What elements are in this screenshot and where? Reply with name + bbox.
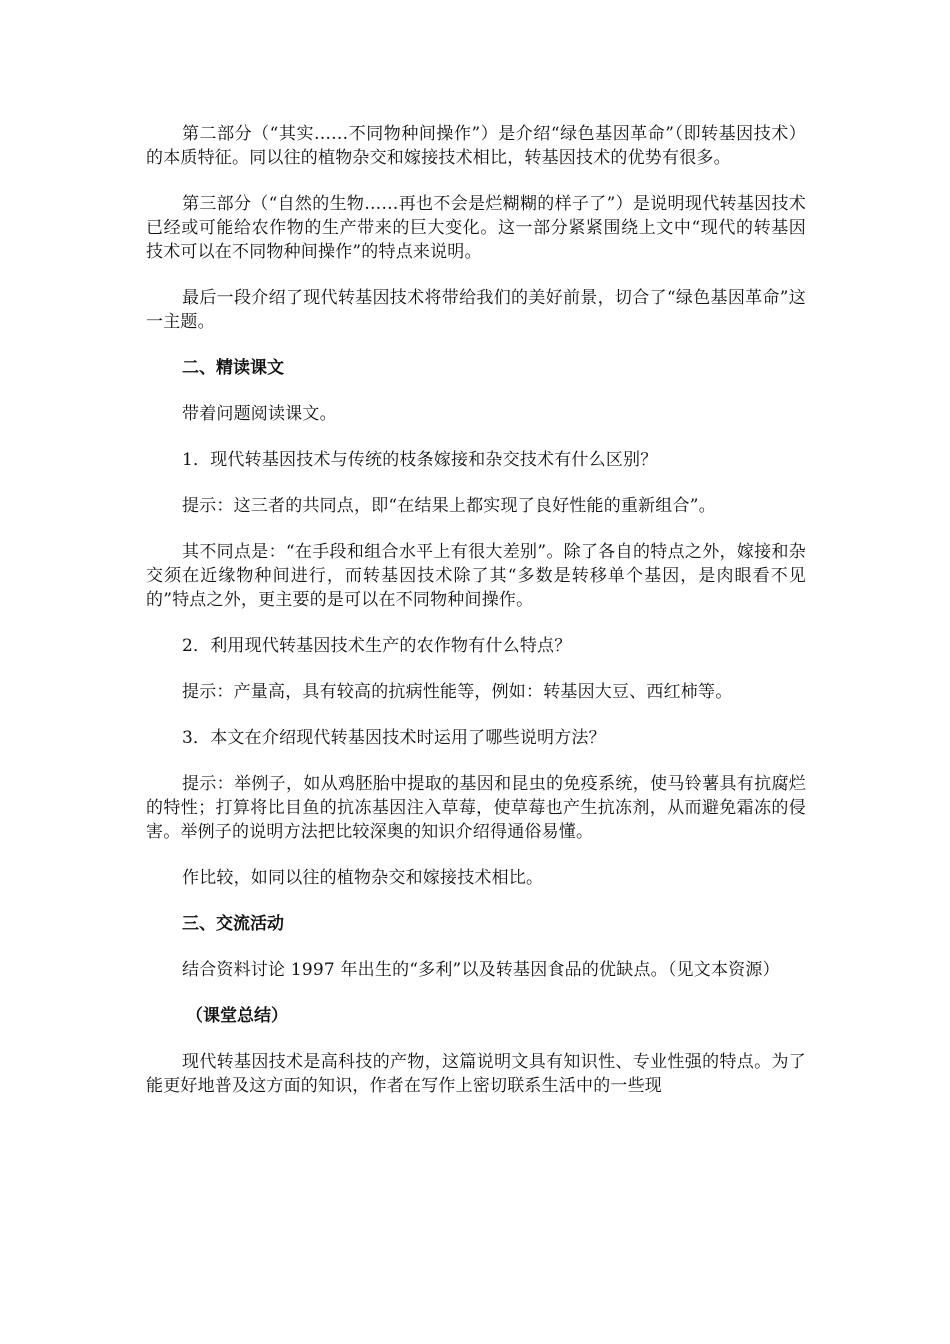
question-3: 3．本文在介绍现代转基因技术时运用了哪些说明方法？ [182,728,606,748]
paragraph-part-three: 第三部分（“自然的生物……再也不会是烂糊糊的样子了”）是说明现代转基因技术已经或可能给农作物的生产带来的巨大变化。这一部分紧紧围绕上文中“现代的转基因技术可以在不同物种间操作”的特点来说明。 [146,194,806,262]
answer-3-hint: 提示：举例子，如从鸡胚胎中提取的基因和昆虫的免疫系统，使马铃薯具有抗腐烂的特性；打算将比目鱼的抗冻基因注入草莓，使草莓也产生抗冻剂，从而避免霜冻的侵害。举例子的说明方法把比较深奥的知识介绍得通俗易懂。 [146,774,806,842]
document-page [146,122,806,1120]
paragraph-part-two: 第二部分（“其实……不同物种间操作”）是介绍“绿色基因革命”（即转基因技术）的本质特征。同以往的植物杂交和嫁接技术相比，转基因技术的优势有很多。 [146,124,806,168]
heading-discussion: 三、交流活动 [182,914,284,934]
paragraph-discussion: 结合资料讨论 1997 年出生的“多利”以及转基因食品的优缺点。（见文本资源） [182,960,780,980]
answer-1-hint: 提示：这三者的共同点，即“在结果上都实现了良好性能的重新组合”。 [182,496,716,516]
answer-2-hint: 提示：产量高，具有较高的抗病性能等，例如：转基因大豆、西红柿等。 [182,682,733,702]
heading-close-reading: 二、精读课文 [182,358,284,378]
paragraph-last-section: 最后一段介绍了现代转基因技术将带给我们的美好前景，切合了“绿色基因革命”这一主题。 [146,288,806,332]
paragraph-reading-instruction: 带着问题阅读课文。 [182,404,337,424]
paragraph-summary: 现代转基因技术是高科技的产物，这篇说明文具有知识性、专业性强的特点。为了能更好地普及这方面的知识，作者在写作上密切联系生活中的一些现 [146,1052,806,1096]
answer-1-difference: 其不同点是：“在手段和组合水平上有很大差别”。除了各自的特点之外，嫁接和杂交须在近缘物种间进行，而转基因技术除了其“多数是转移单个基因，是肉眼看不见的”特点之外，更主要的是可以在不同物种间操作。 [146,542,806,610]
question-2: 2．利用现代转基因技术生产的农作物有什么特点？ [182,636,572,656]
question-1: 1．现代转基因技术与传统的枝条嫁接和杂交技术有什么区别？ [182,450,658,470]
heading-class-summary: （课堂总结） [186,1006,288,1026]
answer-3-comparison: 作比较，如同以往的植物杂交和嫁接技术相比。 [182,868,544,888]
